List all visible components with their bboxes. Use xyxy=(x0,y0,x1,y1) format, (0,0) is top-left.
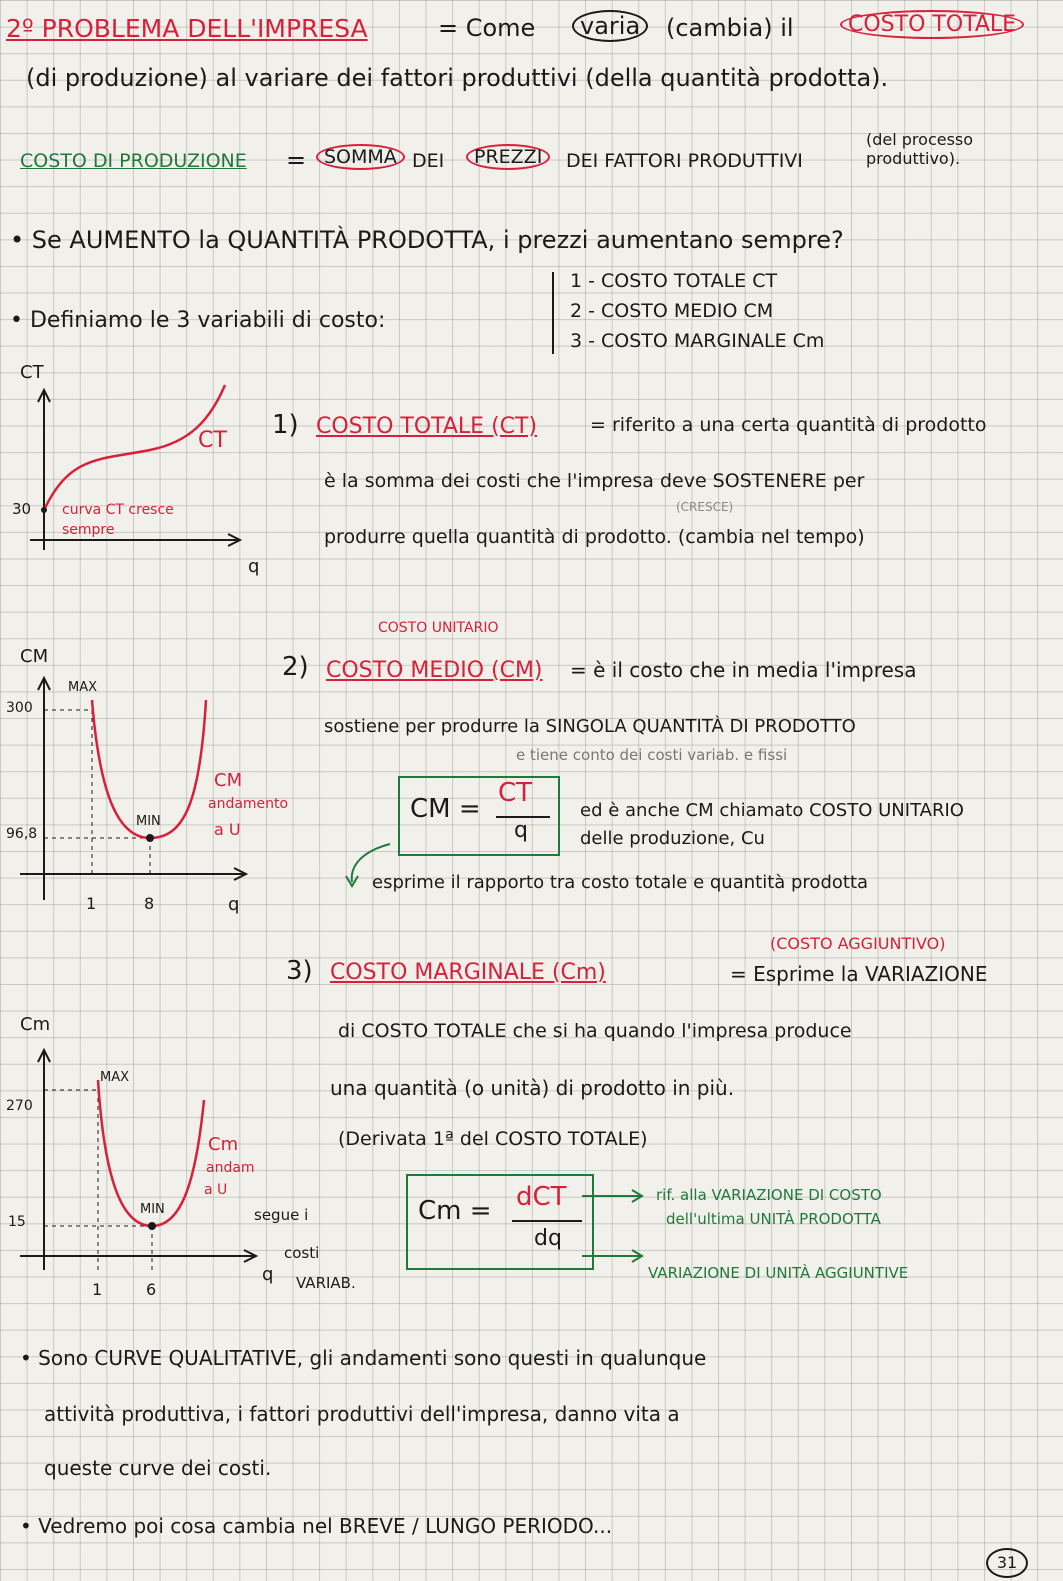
cm-line3: ed è anche CM chiamato COSTO UNITARIO xyxy=(580,800,964,821)
title-prefix: 2º PROBLEMA DELL'IMPRESA xyxy=(6,14,368,43)
cmarg-formula-bar xyxy=(512,1220,582,1222)
title-line2: (di produzione) al variare dei fattori produttivi (della quantità prodotta). xyxy=(26,64,889,92)
cmarg-xlabel: q xyxy=(262,1264,274,1285)
bullet-curve-3: queste curve dei costi. xyxy=(44,1456,272,1480)
cmarg-line1: = Esprime la VARIAZIONE xyxy=(730,962,988,986)
cmarg-y-high: 270 xyxy=(6,1098,33,1114)
cm-min-dot xyxy=(146,834,154,842)
cm-line5: esprime il rapporto tra costo totale e quantità prodotta xyxy=(372,872,869,893)
bullet-curve-2: attività produttiva, i fattori produttivi dell'impresa, danno vita a xyxy=(44,1402,680,1426)
ct-note-above: (CRESCE) xyxy=(676,500,734,514)
cmarg-curve-label: Cm xyxy=(208,1134,239,1155)
title-varia: varia xyxy=(572,12,648,40)
ct-heading-num: 1) xyxy=(272,410,299,440)
ct-intercept-dot xyxy=(41,507,47,513)
cm-line2: sostiene per produrre la SINGOLA QUANTITÀ DI PRODOTTO xyxy=(324,716,856,737)
cmarg-line2: di COSTO TOTALE che si ha quando l'impresa produce xyxy=(338,1020,852,1042)
bullet-curve-1: • Sono CURVE QUALITATIVE, gli andamenti sono questi in qualunque xyxy=(20,1346,707,1370)
ct-heading: COSTO TOTALE (CT) xyxy=(316,414,538,439)
ct-xlabel: q xyxy=(248,556,260,577)
cm-xlabel: q xyxy=(228,894,240,915)
page-number: 31 xyxy=(986,1548,1028,1578)
cmarg-x2: 6 xyxy=(146,1280,157,1299)
cmarg-arrow1b: dell'ultima UNITÀ PRODOTTA xyxy=(666,1210,881,1228)
costo-produzione-eq: = xyxy=(286,146,307,174)
cmarg-line3: una quantità (o unità) di prodotto in più. xyxy=(330,1076,735,1100)
cmarg-arrow1a: rif. alla VARIAZIONE DI COSTO xyxy=(656,1186,882,1204)
cm-note-above: COSTO UNITARIO xyxy=(378,620,499,636)
graph-ct xyxy=(0,360,270,580)
title-cambia: (cambia) il xyxy=(666,14,794,42)
cmarg-y-low: 15 xyxy=(8,1214,26,1230)
cmarg-min-label: MIN xyxy=(140,1202,165,1217)
costo-produzione-prezzi: PREZZI xyxy=(466,146,550,168)
cm-formula-num: CT xyxy=(498,778,533,808)
var-2: 2 - COSTO MEDIO CM xyxy=(570,300,774,322)
cm-y-high: 300 xyxy=(6,700,33,716)
cmarg-note2: a U xyxy=(204,1182,228,1198)
cm-y-low: 96,8 xyxy=(6,826,38,842)
cmarg-line4: (Derivata 1ª del COSTO TOTALE) xyxy=(338,1128,648,1150)
cmarg-x1: 1 xyxy=(92,1280,103,1299)
cm-line2b: e tiene conto dei costi variab. e fissi xyxy=(516,746,788,764)
cmarg-arrows xyxy=(580,1186,660,1276)
cmarg-note4: costi xyxy=(284,1244,320,1262)
var-3: 3 - COSTO MARGINALE Cm xyxy=(570,330,825,352)
ct-line1: = riferito a una certa quantità di prodotto xyxy=(590,414,987,436)
cm-formula-left: CM = xyxy=(410,794,481,824)
ct-note2: sempre xyxy=(62,522,115,538)
costo-produzione-dei: DEI xyxy=(412,150,445,172)
cm-note1: andamento xyxy=(208,796,289,812)
cmarg-note5: VARIAB. xyxy=(296,1274,356,1292)
cm-ylabel: CM xyxy=(20,646,49,667)
costo-produzione-label: COSTO DI PRODUZIONE xyxy=(20,150,247,172)
var-1: 1 - COSTO TOTALE CT xyxy=(570,270,778,292)
cm-heading-num: 2) xyxy=(282,652,309,682)
cmarg-min-dot xyxy=(148,1222,156,1230)
ct-curve-label: CT xyxy=(198,428,227,453)
cm-min-label: MIN xyxy=(136,814,161,829)
ct-ylabel: CT xyxy=(20,362,44,383)
costo-produzione-somma: SOMMA xyxy=(316,146,405,168)
cm-curve-label: CM xyxy=(214,770,243,791)
cmarg-heading-num: 3) xyxy=(286,956,313,986)
cmarg-max-label: MAX xyxy=(100,1070,130,1085)
cmarg-formula-num: dCT xyxy=(516,1182,567,1212)
cmarg-note1: andam xyxy=(206,1160,255,1176)
ct-note1: curva CT cresce xyxy=(62,502,174,518)
bullet-vedremo: • Vedremo poi cosa cambia nel BREVE / LUNGO PERIODO... xyxy=(20,1514,613,1538)
bullet-definiamo: • Definiamo le 3 variabili di costo: xyxy=(10,308,386,333)
bullet-aumento: • Se AUMENTO la QUANTITÀ PRODOTTA, i prezzi aumentano sempre? xyxy=(10,226,844,254)
cm-max-label: MAX xyxy=(68,680,98,695)
title-text1: = Come xyxy=(438,14,536,42)
cm-x2: 8 xyxy=(144,894,155,913)
cm-line1: = è il costo che in media l'impresa xyxy=(570,658,917,682)
cmarg-ylabel: Cm xyxy=(20,1014,51,1035)
cmarg-note3: segue i xyxy=(254,1206,309,1224)
ct-line3: produrre quella quantità di prodotto. (cambia nel tempo) xyxy=(324,526,865,548)
cm-note2: a U xyxy=(214,820,241,839)
ct-y0: 30 xyxy=(12,500,32,518)
costo-produzione-note: (del processo produttivo). xyxy=(866,130,974,168)
vars-brace xyxy=(552,272,554,354)
cm-line4: delle produzione, Cu xyxy=(580,828,765,849)
costo-produzione-rest: DEI FATTORI PRODUTTIVI xyxy=(566,150,803,172)
ct-line2: è la somma dei costi che l'impresa deve SOSTENERE per xyxy=(324,470,865,492)
cm-x1: 1 xyxy=(86,894,97,913)
cmarg-formula-left: Cm = xyxy=(418,1196,492,1226)
cmarg-formula-den: dq xyxy=(534,1226,562,1251)
cm-heading: COSTO MEDIO (CM) xyxy=(326,658,543,683)
cm-formula-den: q xyxy=(514,818,528,843)
title-costo-totale: COSTO TOTALE xyxy=(840,12,1024,37)
cmarg-heading: COSTO MARGINALE (Cm) xyxy=(330,960,606,985)
cmarg-arrow2: VARIAZIONE DI UNITÀ AGGIUNTIVE xyxy=(648,1264,909,1282)
cmarg-note-above: (COSTO AGGIUNTIVO) xyxy=(770,934,946,953)
